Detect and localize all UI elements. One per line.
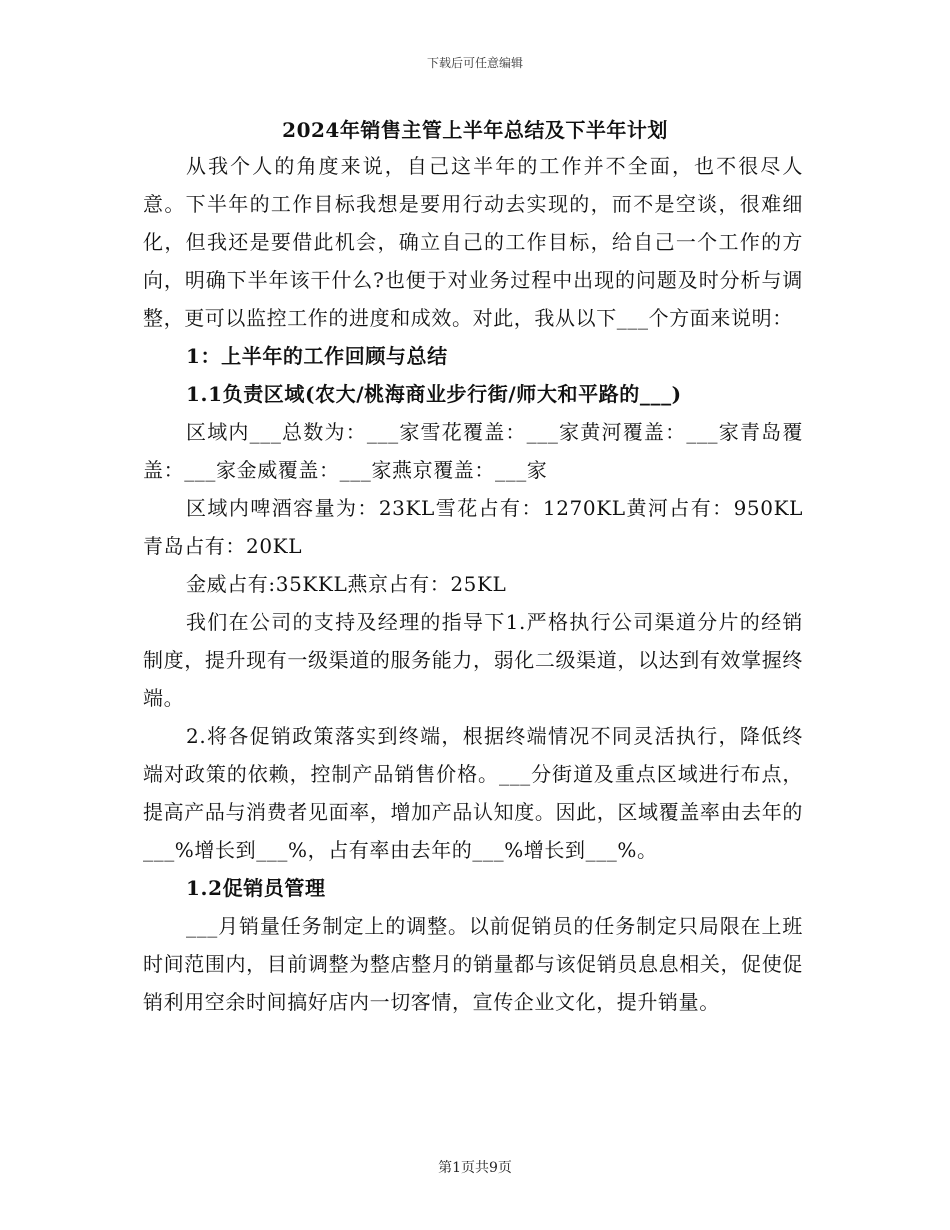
area-coverage-paragraph: 区域内___总数为：___家雪花覆盖：___家黄河覆盖：___家青岛覆盖：___家金威覆盖：___家燕京覆盖：___家: [143, 420, 803, 482]
intro-paragraph: 从我个人的角度来说，自己这半年的工作并不全面，也不很尽人意。下半年的工作目标我想是要用行动去实现的，而不是空谈，很难细化，但我还是要借此机会，确立自己的工作目标，给自己一个工作的方向，明确下半年该干什么?也便于对业务过程中出现的问题及时分析与调整，更可以监控工作的进度和成效。对此，我从以下___个方面来说明：: [143, 154, 803, 330]
channel-paragraph: 我们在公司的支持及经理的指导下1.严格执行公司渠道分片的经销制度，提升现有一级渠道的服务能力，弱化二级渠道，以达到有效掌握终端。: [143, 610, 803, 710]
document-body: [143, 147, 803, 1021]
promoter-task-paragraph: ___月销量任务制定上的调整。以前促销员的任务制定只局限在上班时间范围内，目前调整为整店整月的销量都与该促销员息息相关，促使促销利用空余时间搞好店内一切客情，宣传企业文化，提升销量。: [143, 914, 803, 1014]
header-note: 下载后可任意编辑: [426, 56, 523, 70]
document-title: 2024年销售主管上半年总结及下半年计划: [282, 118, 668, 142]
jinwei-share-paragraph: 金威占有:35KKL燕京占有：25KL: [186, 572, 507, 596]
section-heading-review: 1：上半年的工作回顾与总结: [186, 344, 448, 368]
subsection-heading-area: 1.1负责区域(农大/桃海商业步行街/师大和平路的___): [186, 382, 682, 406]
beer-capacity-paragraph: 区域内啤酒容量为：23KL雪花占有：1270KL黄河占有：950KL青岛占有：20KL: [143, 496, 803, 558]
promotion-policy-paragraph: 2.将各促销政策落实到终端，根据终端情况不同灵活执行，降低终端对政策的依赖，控制产品销售价格。___分街道及重点区域进行布点，提高产品与消费者见面率，增加产品认知度。因此，区域覆盖率由去年的___%增长到___%，占有率由去年的___%增长到___%。: [143, 724, 803, 862]
page-number: 第1页共9页: [438, 1160, 512, 1176]
subsection-heading-promoter: 1.2促销员管理: [186, 876, 326, 900]
